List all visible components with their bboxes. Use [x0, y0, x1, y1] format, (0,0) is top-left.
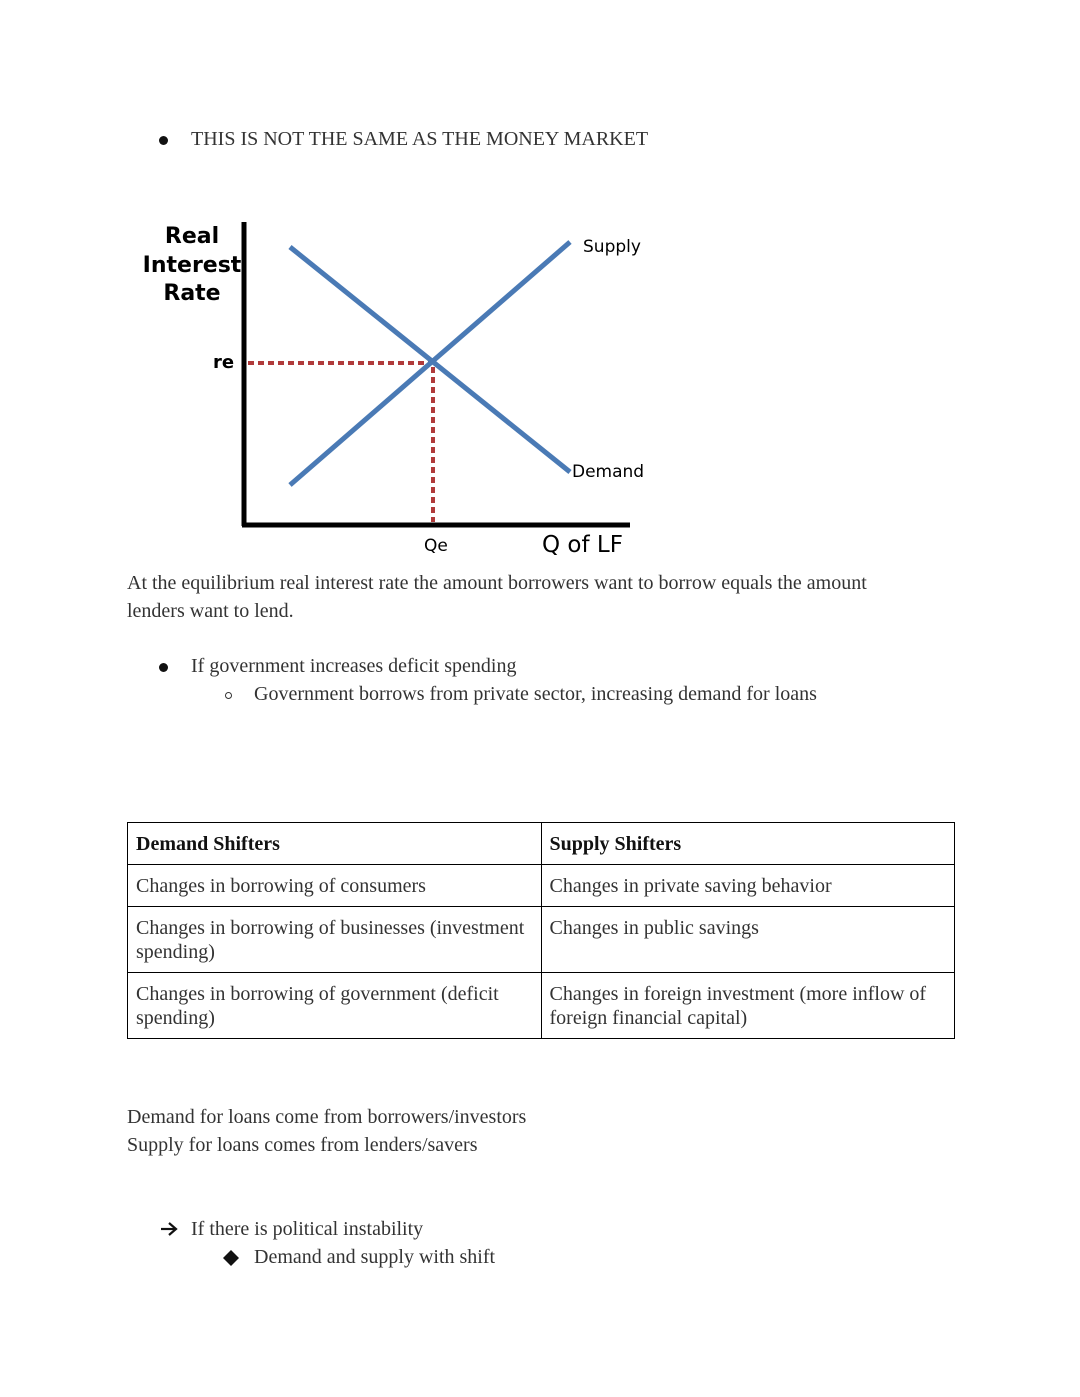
political-instability-subitem: Demand and supply with shift: [254, 1246, 496, 1268]
equilibrium-paragraph: At the equilibrium real interest rate the amount borrowers want to borrow equals the amount lenders want to lend.: [127, 572, 867, 622]
money-market-note: THIS IS NOT THE SAME AS THE MONEY MARKET: [191, 128, 649, 150]
y-axis-label-line2: Interest: [142, 253, 242, 278]
supply-label: Supply: [583, 237, 641, 257]
arrow-bullet-icon: [160, 1222, 180, 1236]
supply-shifters-header: Supply Shifters: [541, 823, 955, 865]
note-line: Demand for loans come from borrowers/investors: [127, 1106, 527, 1128]
shifters-table: [127, 822, 955, 1039]
table-cell: Changes in borrowing of consumers: [128, 865, 542, 907]
bullet-icon: [159, 663, 168, 672]
table-cell: Changes in private saving behavior: [541, 865, 955, 907]
table-row: [128, 907, 955, 973]
table-cell: Changes in borrowing of government (deficit spending): [128, 973, 542, 1039]
x-axis-label: Q of LF: [542, 532, 623, 558]
table-row: [128, 865, 955, 907]
qe-label: Qe: [424, 536, 448, 556]
hollow-bullet-icon: [225, 692, 232, 699]
political-instability-item: If there is political instability: [191, 1218, 424, 1240]
diamond-bullet-icon: [222, 1249, 240, 1267]
demand-label: Demand: [572, 462, 645, 482]
table-header-row: [128, 823, 955, 865]
table-cell: Changes in public savings: [541, 907, 955, 973]
demand-shifters-header: Demand Shifters: [128, 823, 542, 865]
bullet-icon: [159, 136, 168, 145]
gov-deficit-bullet: If government increases deficit spending: [191, 655, 517, 677]
table-cell: Changes in foreign investment (more inflow of foreign financial capital): [541, 973, 955, 1039]
note-line: Supply for loans comes from lenders/savers: [127, 1134, 478, 1156]
table-cell: Changes in borrowing of businesses (investment spending): [128, 907, 542, 973]
y-axis-label-line1: Real: [164, 224, 220, 249]
y-axis-label-line3: Rate: [163, 281, 221, 306]
loanable-funds-graph: [120, 210, 660, 560]
gov-deficit-subbullet: Government borrows from private sector, increasing demand for loans: [254, 683, 817, 705]
re-label: re: [213, 352, 235, 373]
table-row: [128, 973, 955, 1039]
